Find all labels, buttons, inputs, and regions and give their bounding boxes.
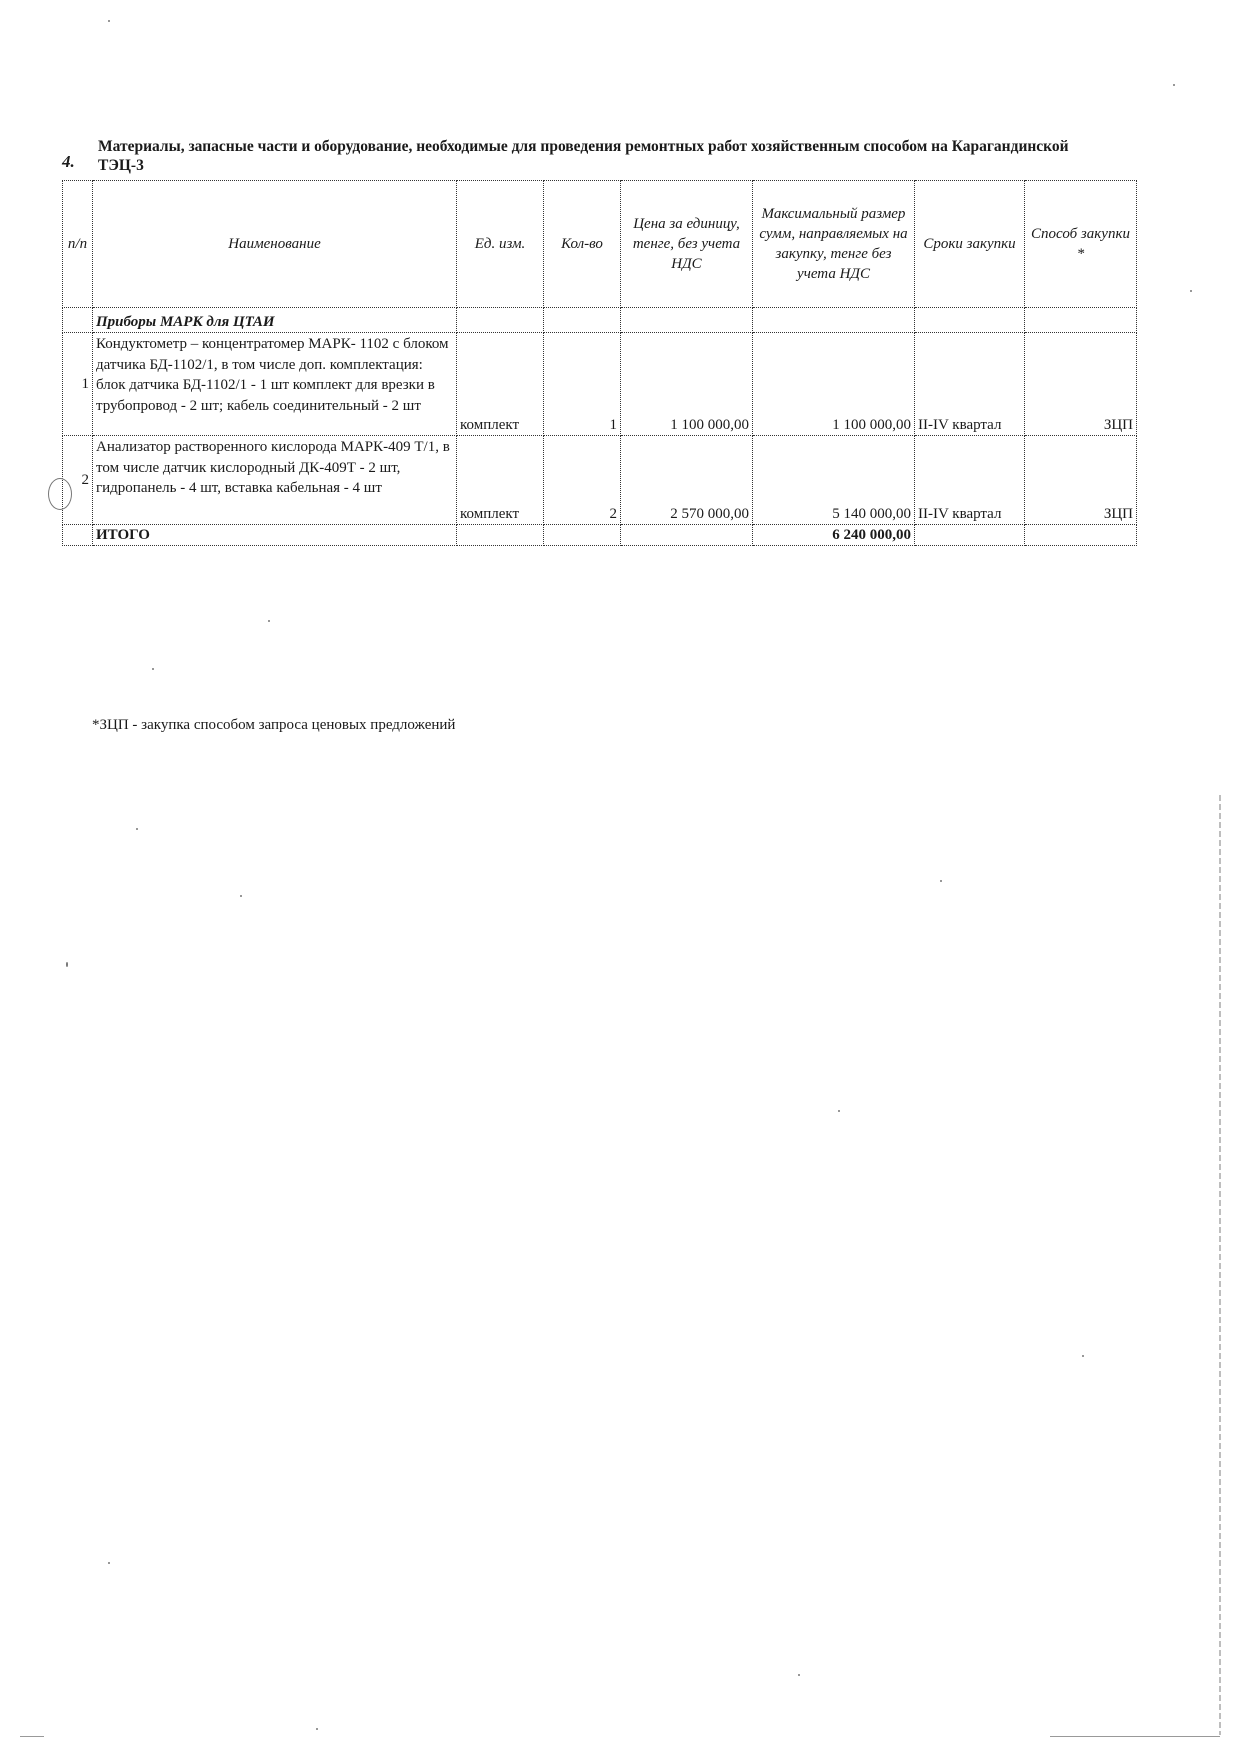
row-method: ЗЦП (1025, 436, 1137, 525)
scan-speck (316, 1728, 318, 1730)
scan-speck (136, 828, 138, 830)
scan-speck (1082, 1355, 1084, 1357)
table-row (63, 333, 1137, 436)
footnote: *ЗЦП - закупка способом запроса ценовых предложений (92, 717, 456, 733)
scan-speck (798, 1674, 800, 1676)
row-terms: II-IV квартал (915, 333, 1025, 436)
scan-punch-mark (48, 478, 72, 510)
scan-speck (108, 20, 110, 22)
row-max-sum: 5 140 000,00 (753, 436, 915, 525)
scan-speck (66, 962, 68, 967)
row-method: ЗЦП (1025, 333, 1137, 436)
scan-speck (108, 1562, 110, 1564)
row-unit: комплект (457, 436, 544, 525)
header-name: Наименование (93, 181, 457, 308)
total-label: ИТОГО (93, 525, 457, 546)
row-qty: 1 (544, 333, 621, 436)
group-label: Приборы МАРК для ЦТАИ (93, 308, 457, 333)
row-qty: 2 (544, 436, 621, 525)
row-max-sum: 1 100 000,00 (753, 333, 915, 436)
scan-speck (268, 620, 270, 622)
scan-bottom-line (1050, 1736, 1220, 1737)
scan-speck (940, 880, 942, 882)
header-unit: Ед. изм. (457, 181, 544, 308)
row-terms: II-IV квартал (915, 436, 1025, 525)
row-num: 1 (63, 333, 93, 436)
header-price: Цена за единицу, тенге, без учета НДС (621, 181, 753, 308)
row-price: 2 570 000,00 (621, 436, 753, 525)
scan-speck (1173, 84, 1175, 86)
row-name: Анализатор растворенного кислорода МАРК-409 Т/1, в том числе датчик кислородный ДК-409Т - 2 шт, гидропанель - 4 шт, вставка кабельная - 4 шт (93, 436, 457, 525)
header-max-sum: Максимальный размер сумм, направляемых на закупку, тенге без учета НДС (753, 181, 915, 308)
scan-edge-line (1219, 795, 1221, 1735)
group-row (63, 308, 1137, 333)
scan-speck (152, 668, 154, 670)
row-num: 2 (63, 436, 93, 525)
header-terms: Сроки закупки (915, 181, 1025, 308)
scan-speck (1190, 290, 1192, 292)
total-sum: 6 240 000,00 (753, 525, 915, 546)
scan-speck (240, 895, 242, 897)
table-row (63, 436, 1137, 525)
table-header-row (63, 181, 1137, 308)
scan-bottom-line (20, 1736, 44, 1737)
total-row (63, 525, 1137, 546)
row-unit: комплект (457, 333, 544, 436)
header-qty: Кол-во (544, 181, 621, 308)
row-price: 1 100 000,00 (621, 333, 753, 436)
header-method: Способ закупки * (1025, 181, 1137, 308)
row-name: Кондуктометр – концентратомер МАРК- 1102 с блоком датчика БД-1102/1, в том числе доп. комплектация: блок датчика БД-1102/1 - 1 шт комплект для врезки в трубопровод - 2 шт; кабель соединительный - 2 шт (93, 333, 457, 436)
section-number: 4. (62, 152, 75, 171)
scan-speck (838, 1110, 840, 1112)
header-num: п/п (63, 181, 93, 308)
procurement-table (62, 180, 1137, 546)
section-title: Материалы, запасные части и оборудование, необходимые для проведения ремонтных работ хозяйственным способом на Карагандинской ТЭЦ-3 (98, 138, 1069, 175)
